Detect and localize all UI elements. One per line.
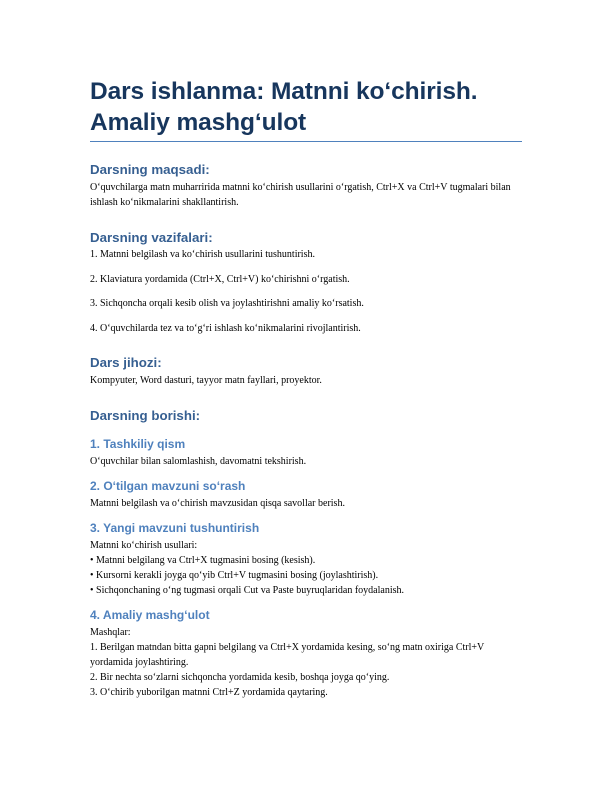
step-4-intro: Mashqlar:: [90, 627, 131, 638]
step-4-exercise: 1. Berilgan matndan bitta gapni belgilang va Ctrl+X yordamida kesing, so‘ng matn oxiriga Ctrl+V yordamida joylashtiring.: [90, 642, 485, 668]
equipment-heading: Dars jihozi:: [90, 355, 162, 370]
step-2-heading: 2. O‘tilgan mavzuni so‘rash: [90, 479, 246, 493]
step-2-text: Matnni belgilash va o‘chirish mavzusidan qisqa savollar berish.: [90, 498, 345, 509]
goal-text: O‘quvchilarga matn muharririda matnni ko‘chirish usullarini o‘rgatish, Ctrl+X va Ctrl+V tugmalari bilan ishlash ko‘nikmalarini shakllantirish.: [90, 182, 511, 208]
tasks-heading: Darsning vazifalari:: [90, 230, 213, 245]
task-item: 2. Klaviatura yordamida (Ctrl+X, Ctrl+V) ko‘chirishni o‘rgatish.: [90, 273, 350, 285]
task-item: 1. Matnni belgilash va ko‘chirish usullarini tushuntirish.: [90, 249, 315, 260]
task-item: 4. O‘quvchilarda tez va to‘g‘ri ishlash ko‘nikmalarini rivojlantirish.: [90, 322, 361, 334]
step-3-bullet: • Matnni belgilang va Ctrl+X tugmasini bosing (kesish).: [90, 555, 316, 566]
step-4-exercise: 3. O‘chirib yuborilgan matnni Ctrl+Z yordamida qaytaring.: [90, 687, 328, 698]
step-1-text: O‘quvchilar bilan salomlashish, davomatni tekshirish.: [90, 456, 307, 467]
document-page: [90, 76, 522, 700]
step-4-exercise: 2. Bir nechta so‘zlarni sichqoncha yordamida kesib, boshqa joyga qo‘ying.: [90, 672, 390, 683]
step-3-heading: 3. Yangi mavzuni tushuntirish: [90, 521, 260, 535]
equipment-text: Kompyuter, Word dasturi, tayyor matn fayllari, proyektor.: [90, 375, 322, 386]
document-title: [90, 76, 522, 142]
step-3-bullet: • Sichqonchaning o‘ng tugmasi orqali Cut va Paste buyruqlaridan foydalanish.: [90, 585, 404, 596]
goal-heading: Darsning maqsadi:: [90, 162, 210, 177]
step-4-heading: 4. Amaliy mashg‘ulot: [90, 608, 210, 622]
progress-heading: Darsning borishi:: [90, 408, 201, 423]
step-3-bullet: • Kursorni kerakli joyga qo‘yib Ctrl+V tugmasini bosing (joylashtirish).: [90, 570, 379, 581]
title-line-1: Dars ishlanma: Matnni ko‘chirish.: [90, 78, 478, 105]
task-item: 3. Sichqoncha orqali kesib olish va joylashtirishni amaliy ko‘rsatish.: [90, 298, 364, 309]
step-1-heading: 1. Tashkiliy qism: [90, 437, 186, 451]
title-line-2: Amaliy mashg‘ulot: [90, 109, 307, 136]
step-3-intro: Matnni ko‘chirish usullari:: [90, 540, 198, 551]
